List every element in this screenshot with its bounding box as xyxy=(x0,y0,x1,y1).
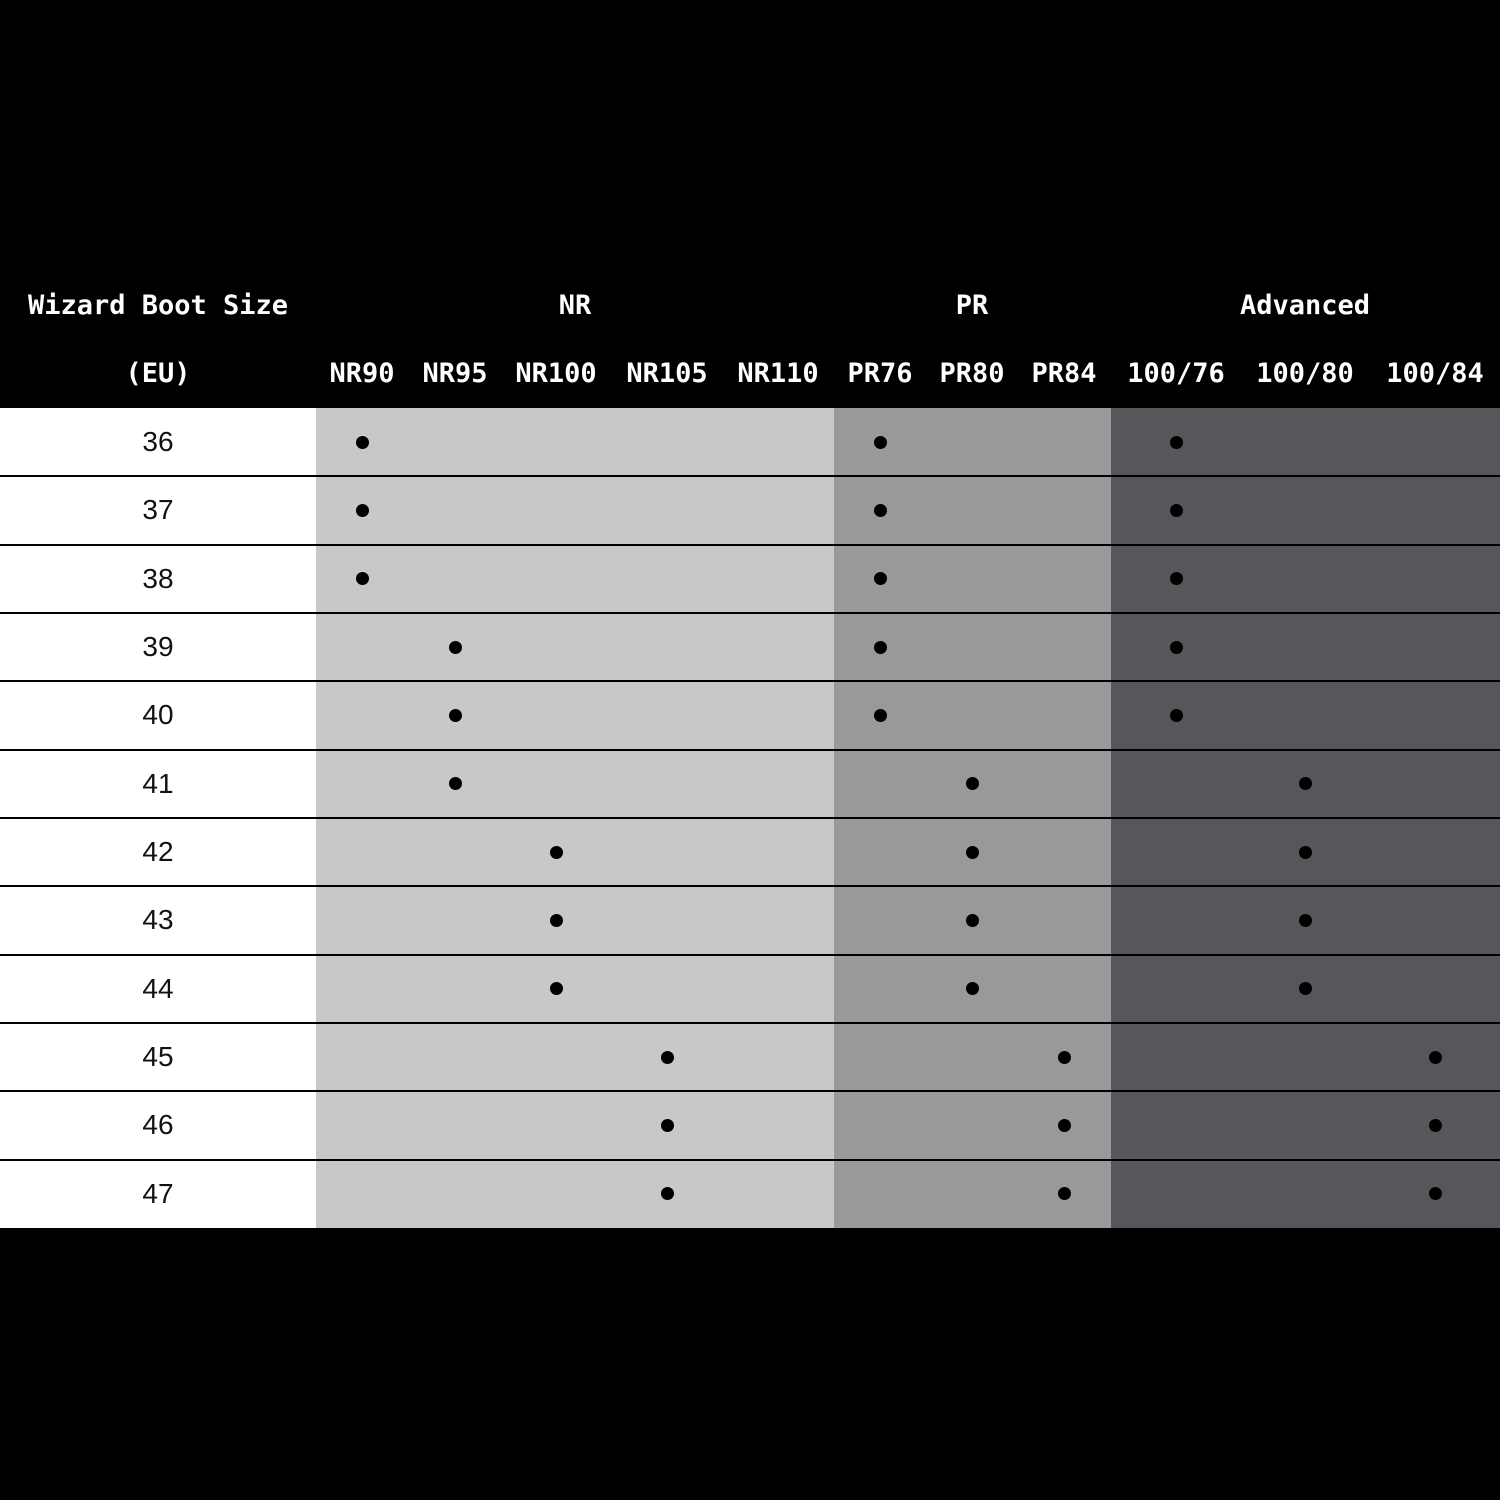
fit-dot xyxy=(966,846,979,859)
fit-dot xyxy=(966,914,979,927)
fit-dot xyxy=(661,1119,674,1132)
column-header-100-80: 100/80 xyxy=(1256,358,1354,389)
row-divider xyxy=(0,1090,1500,1092)
fit-dot xyxy=(1299,846,1312,859)
row-divider xyxy=(0,475,1500,477)
size-label: 42 xyxy=(142,836,174,868)
row-divider xyxy=(0,1159,1500,1161)
fit-dot xyxy=(1170,436,1183,449)
fit-dot xyxy=(1058,1051,1071,1064)
column-header-nr100: NR100 xyxy=(515,358,597,389)
fit-dot xyxy=(1170,641,1183,654)
fit-dot xyxy=(449,777,462,790)
fit-dot xyxy=(1058,1119,1071,1132)
fit-dot xyxy=(966,777,979,790)
row-divider xyxy=(0,954,1500,956)
column-header-pr80: PR80 xyxy=(939,358,1005,389)
row-divider xyxy=(0,817,1500,819)
fit-dot xyxy=(966,982,979,995)
size-label: 47 xyxy=(142,1177,174,1209)
fit-dot xyxy=(550,846,563,859)
size-label: 40 xyxy=(142,699,174,731)
fit-dot xyxy=(1170,572,1183,585)
size-header-unit: (EU) xyxy=(125,358,191,389)
row-divider xyxy=(0,885,1500,887)
column-header-nr110: NR110 xyxy=(737,358,819,389)
size-label: 44 xyxy=(142,972,174,1004)
fit-dot xyxy=(1429,1051,1442,1064)
fit-dot xyxy=(1299,914,1312,927)
fit-dot xyxy=(874,572,887,585)
fit-dot xyxy=(356,572,369,585)
column-header-100-76: 100/76 xyxy=(1127,358,1225,389)
size-label: 38 xyxy=(142,562,174,594)
fit-dot xyxy=(661,1187,674,1200)
fit-dot xyxy=(1170,709,1183,722)
size-label: 46 xyxy=(142,1109,174,1141)
group-header-nr: NR xyxy=(558,290,592,321)
size-label: 36 xyxy=(142,426,174,458)
size-label: 41 xyxy=(142,767,174,799)
size-header-title: Wizard Boot Size xyxy=(27,290,289,321)
fit-dot xyxy=(449,641,462,654)
size-label: 39 xyxy=(142,631,174,663)
row-divider xyxy=(0,1022,1500,1024)
fit-dot xyxy=(1429,1187,1442,1200)
fit-dot xyxy=(874,436,887,449)
column-header-nr105: NR105 xyxy=(626,358,708,389)
fit-dot xyxy=(874,504,887,517)
fit-dot xyxy=(661,1051,674,1064)
fit-dot xyxy=(1058,1187,1071,1200)
fit-dot xyxy=(550,982,563,995)
fit-dot xyxy=(1170,504,1183,517)
row-divider xyxy=(0,749,1500,751)
fit-dot xyxy=(1299,777,1312,790)
size-label: 45 xyxy=(142,1041,174,1073)
size-label: 43 xyxy=(142,904,174,936)
group-header-advanced: Advanced xyxy=(1239,290,1371,321)
row-divider xyxy=(0,680,1500,682)
fit-dot xyxy=(1299,982,1312,995)
column-header-nr95: NR95 xyxy=(422,358,488,389)
fit-dot xyxy=(550,914,563,927)
row-divider xyxy=(0,612,1500,614)
group-header-pr: PR xyxy=(955,290,989,321)
column-header-pr76: PR76 xyxy=(847,358,913,389)
fit-dot xyxy=(449,709,462,722)
size-label: 37 xyxy=(142,494,174,526)
fit-dot xyxy=(1429,1119,1442,1132)
fit-dot xyxy=(356,436,369,449)
column-header-pr84: PR84 xyxy=(1031,358,1097,389)
column-header-100-84: 100/84 xyxy=(1386,358,1484,389)
fit-dot xyxy=(874,709,887,722)
fit-dot xyxy=(356,504,369,517)
fit-dot xyxy=(874,641,887,654)
column-header-nr90: NR90 xyxy=(329,358,395,389)
row-divider xyxy=(0,544,1500,546)
